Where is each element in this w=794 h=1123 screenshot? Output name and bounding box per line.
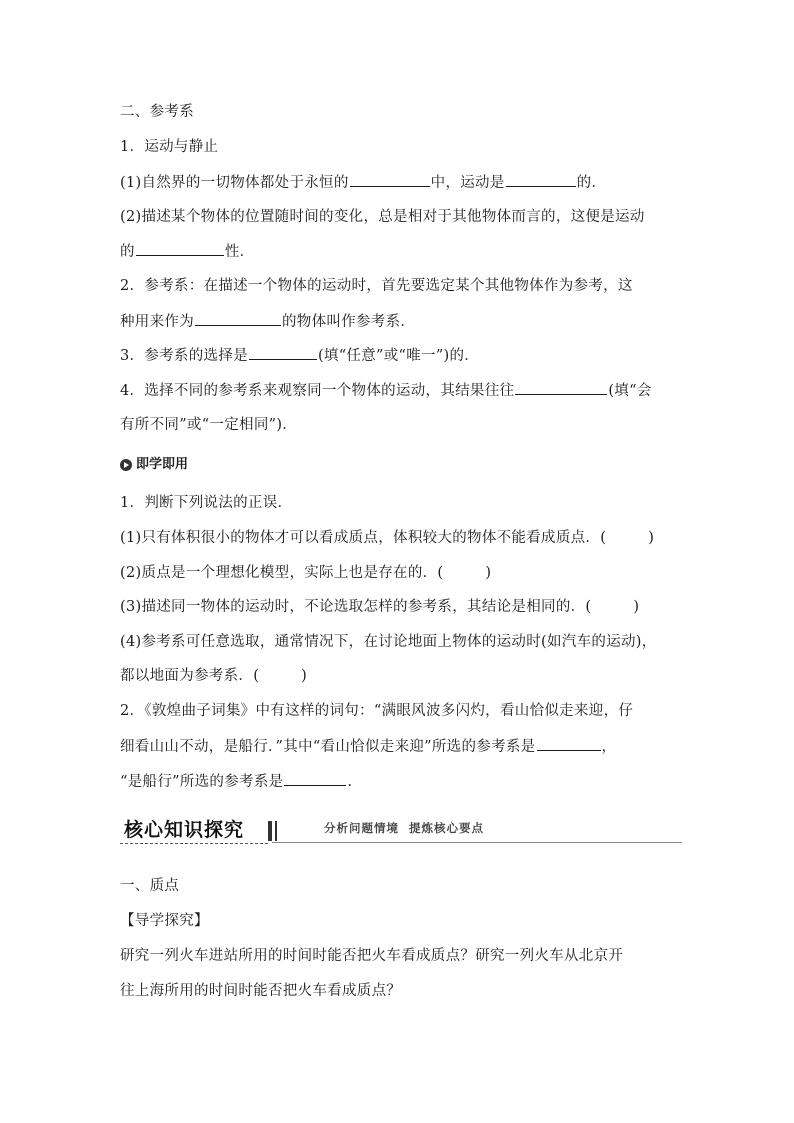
answer-blank[interactable] bbox=[537, 736, 601, 751]
item-2-line-1 bbox=[120, 276, 690, 296]
answer-blank[interactable] bbox=[195, 311, 281, 326]
item-text: “是船行”所选的参考系是 bbox=[120, 774, 284, 790]
item-text: 中，运动是 bbox=[430, 175, 505, 191]
item-4-line-2 bbox=[120, 415, 690, 435]
practice-q1-4-line-1 bbox=[120, 632, 690, 652]
item-text: (2)描述某个物体的位置随时间的变化，总是相对于其他物体而言的，这便是运动 bbox=[120, 209, 645, 225]
item-text: ) bbox=[485, 565, 492, 581]
item-text: (1)只有体积很小的物体才可以看成质点，体积较大的物体不能看成质点．( bbox=[120, 530, 607, 546]
section-heading-reference-frame bbox=[120, 102, 690, 122]
banner-divider bbox=[268, 821, 272, 841]
item-4-line-1 bbox=[120, 380, 690, 401]
answer-blank[interactable] bbox=[136, 241, 224, 256]
section-banner bbox=[120, 818, 682, 844]
banner-underline bbox=[272, 842, 682, 843]
item-text: ． bbox=[347, 774, 363, 790]
heading-text: 一、质点 bbox=[120, 878, 180, 894]
practice-q1-4-line-2 bbox=[120, 666, 690, 686]
item-text: 种用来作为 bbox=[120, 314, 194, 330]
answer-blank[interactable] bbox=[506, 172, 576, 187]
item-text: 的 bbox=[120, 244, 135, 260]
item-text: ， bbox=[601, 739, 617, 755]
item-text: 3．参考系的选择是 bbox=[120, 348, 248, 364]
item-text: 都以地面为参考系．( bbox=[120, 668, 260, 684]
answer-blank[interactable] bbox=[515, 380, 607, 395]
banner-divider bbox=[275, 821, 277, 841]
banner-title: 核心知识探究 bbox=[124, 819, 245, 841]
item-text: 2．《敦煌曲子词集》中有这样的词句：“满眼风波多闪灼，看山恰似走来迎，仔 bbox=[120, 703, 634, 719]
practice-q2-line-3 bbox=[120, 771, 690, 792]
item-3 bbox=[120, 345, 690, 366]
banner-subtitle bbox=[324, 820, 494, 836]
practice-q1-1 bbox=[120, 528, 690, 548]
item-text: (1)自然界的一切物体都处于永恒的 bbox=[120, 175, 349, 191]
item-text: 1．运动与静止 bbox=[120, 139, 219, 155]
item-text: 细看山山不动，是船行．”其中“看山恰似走来迎”所选的参考系是 bbox=[120, 739, 536, 755]
answer-blank[interactable] bbox=[284, 771, 346, 786]
item-text: 2．参考系：在描述一个物体的运动时，首先要选定某个其他物体作为参考，这 bbox=[120, 278, 633, 294]
guide-text: 【导学探究】 bbox=[120, 913, 209, 929]
item-text: (填“任意”或“唯一”)的． bbox=[317, 348, 480, 364]
section-heading-particle bbox=[120, 876, 690, 896]
item-2-line-2 bbox=[120, 311, 690, 332]
item-1-title bbox=[120, 137, 690, 157]
item-text: 往上海所用的时间时能否把火车看成质点？ bbox=[120, 983, 402, 999]
item-text: ) bbox=[301, 668, 308, 684]
practice-heading-text: 即学即用 bbox=[136, 457, 189, 472]
item-text: 研究一列火车进站所用的时间时能否把火车看成质点？研究一列火车从北京开 bbox=[120, 948, 624, 964]
practice-q1-2 bbox=[120, 563, 690, 583]
answer-blank[interactable] bbox=[249, 345, 317, 360]
item-text: 1．判断下列说法的正误． bbox=[120, 495, 293, 511]
item-1-1 bbox=[120, 172, 690, 193]
guide-heading bbox=[120, 911, 690, 931]
item-text: 4．选择不同的参考系来观察同一个物体的运动，其结果往往 bbox=[120, 383, 515, 399]
banner-subtitle-1: 分析问题情境 bbox=[324, 821, 399, 835]
item-text: 的． bbox=[576, 175, 607, 191]
guide-question-line-2 bbox=[120, 981, 690, 1001]
play-circle-icon bbox=[120, 459, 132, 471]
practice-q1-3 bbox=[120, 597, 690, 617]
practice-q1-title bbox=[120, 493, 690, 513]
heading-text: 二、参考系 bbox=[120, 104, 194, 120]
item-text: 有所不同”或“一定相同”)． bbox=[120, 417, 298, 433]
practice-heading bbox=[120, 456, 188, 474]
answer-blank[interactable] bbox=[350, 172, 430, 187]
item-text: (4)参考系可任意选取，通常情况下，在讨论地面上物体的运动时(如汽车的运动)， bbox=[120, 634, 657, 650]
item-text: (3)描述同一物体的运动时，不论选取怎样的参考系，其结论是相同的．( bbox=[120, 599, 592, 615]
item-text: 性． bbox=[224, 244, 255, 260]
practice-q2-line-2 bbox=[120, 736, 690, 757]
banner-dashed-underline bbox=[120, 843, 268, 844]
item-text: (填“会 bbox=[608, 383, 652, 399]
item-text: ) bbox=[633, 599, 640, 615]
item-text: 的物体叫作参考系． bbox=[282, 314, 416, 330]
banner-subtitle-2: 提炼核心要点 bbox=[409, 821, 484, 835]
item-text: (2)质点是一个理想化模型，实际上也是存在的．( bbox=[120, 565, 444, 581]
item-1-2-line-2 bbox=[120, 241, 690, 262]
item-text: ) bbox=[648, 530, 655, 546]
item-1-2-line-1 bbox=[120, 207, 690, 227]
guide-question-line-1 bbox=[120, 946, 690, 966]
practice-q2-line-1 bbox=[120, 701, 690, 721]
